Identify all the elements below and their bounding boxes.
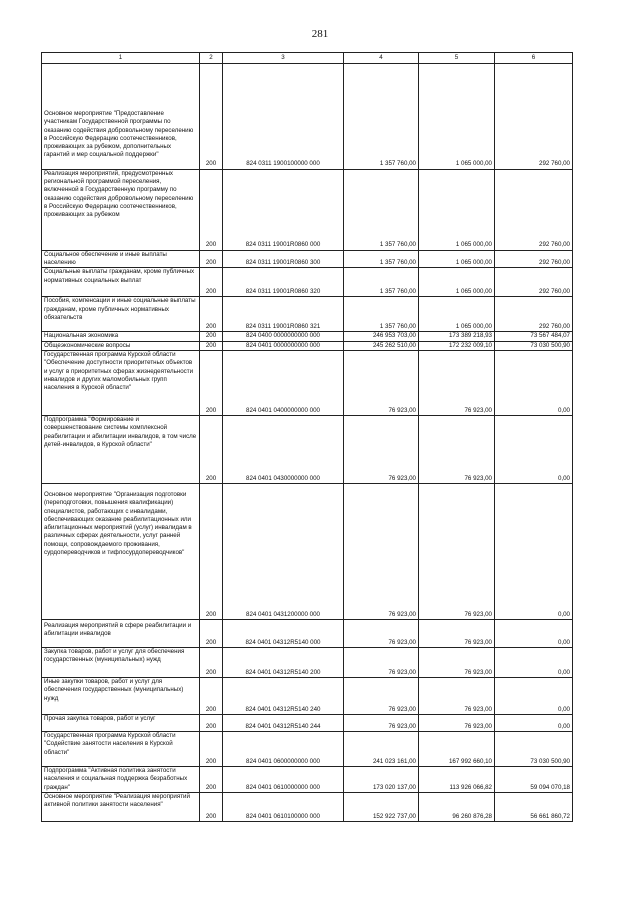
row-value-col4: 245 262 510,00 (344, 341, 419, 350)
row-admin-code: 200 (200, 332, 223, 341)
row-value-col5: 76 923,00 (419, 647, 495, 677)
column-header-3: 3 (223, 53, 344, 64)
row-name: Основное мероприятие "Организация подготовки (переподготовки, повышения квалификации) специалистов, работающих с инвалидами, обеспечивающих оказание реабилитационных или абилитационных мероприятий (услуг) инвалидам в различных сферах деятельности, услуг ранней помощи, сопровождаемого проживания, сурдопереводчиков и тифлосурдопереводчиков" (42, 483, 200, 619)
row-value-col4: 1 357 760,00 (344, 64, 419, 170)
row-classification-code: 824 0311 19001R0860 300 (223, 250, 344, 268)
row-value-col5: 173 389 218,93 (419, 332, 495, 341)
row-admin-code: 200 (200, 350, 223, 415)
row-admin-code: 200 (200, 250, 223, 268)
row-admin-code: 200 (200, 766, 223, 792)
row-value-col5: 76 923,00 (419, 619, 495, 647)
row-value-col6: 73 030 500,90 (495, 731, 573, 766)
row-classification-code: 824 0311 19001R0860 320 (223, 268, 344, 297)
row-value-col6: 56 661 860,72 (495, 792, 573, 821)
row-admin-code: 200 (200, 792, 223, 821)
row-admin-code: 200 (200, 677, 223, 714)
row-value-col6: 0,00 (495, 647, 573, 677)
row-classification-code: 824 0401 0610000000 000 (223, 766, 344, 792)
row-value-col5: 76 923,00 (419, 714, 495, 731)
row-value-col6: 73 567 484,07 (495, 332, 573, 341)
row-admin-code: 200 (200, 731, 223, 766)
row-name: Пособия, компенсации и иные социальные выплаты гражданам, кроме публичных нормативных обязательств (42, 297, 200, 332)
row-value-col4: 76 923,00 (344, 647, 419, 677)
row-value-col4: 1 357 760,00 (344, 268, 419, 297)
row-name: Подпрограмма "Активная политика занятости населения и социальная поддержка безработных граждан" (42, 766, 200, 792)
table-row (42, 250, 573, 268)
row-admin-code: 200 (200, 341, 223, 350)
row-value-col4: 1 357 760,00 (344, 297, 419, 332)
row-value-col5: 172 232 009,10 (419, 341, 495, 350)
page-number: 281 (311, 28, 329, 40)
row-classification-code: 824 0311 1900100000 000 (223, 64, 344, 170)
row-classification-code: 824 0400 0000000000 000 (223, 332, 344, 341)
row-value-col6: 292 760,00 (495, 268, 573, 297)
table-row (42, 268, 573, 297)
column-header-1: 1 (42, 53, 200, 64)
row-classification-code: 824 0401 0431200000 000 (223, 483, 344, 619)
table-row (42, 297, 573, 332)
row-admin-code: 200 (200, 483, 223, 619)
row-value-col4: 76 923,00 (344, 483, 419, 619)
table-row (42, 64, 573, 170)
column-header-5: 5 (419, 53, 495, 64)
row-admin-code: 200 (200, 415, 223, 483)
table-row (42, 350, 573, 415)
row-value-col5: 76 923,00 (419, 483, 495, 619)
row-value-col5: 96 260 876,28 (419, 792, 495, 821)
row-classification-code: 824 0401 0430000000 000 (223, 415, 344, 483)
table-row (42, 731, 573, 766)
row-name: Реализация мероприятий, предусмотренных региональной программой переселения, включенной в Государственную программу по оказанию содействия добровольному переселению в Российскую Федерацию соотечественников, проживающих за рубежом (42, 169, 200, 250)
table-row (42, 619, 573, 647)
row-classification-code: 824 0311 19001R0860 000 (223, 169, 344, 250)
row-value-col6: 0,00 (495, 350, 573, 415)
row-value-col4: 246 953 703,00 (344, 332, 419, 341)
row-value-col6: 0,00 (495, 415, 573, 483)
table-row (42, 341, 573, 350)
row-name: Государственная программа Курской области "Обеспечение доступности приоритетных объектов и услуг в приоритетных сферах жизнедеятельности инвалидов и других маломобильных групп населения в Курской области" (42, 350, 200, 415)
table-row (42, 332, 573, 341)
row-classification-code: 824 0401 04312R5140 240 (223, 677, 344, 714)
row-name: Прочая закупка товаров, работ и услуг (42, 714, 200, 731)
header-row (42, 53, 573, 64)
row-admin-code: 200 (200, 619, 223, 647)
row-value-col4: 241 023 161,00 (344, 731, 419, 766)
row-value-col5: 167 992 660,10 (419, 731, 495, 766)
budget-table (41, 52, 573, 822)
row-classification-code: 824 0401 0400000000 000 (223, 350, 344, 415)
column-header-2: 2 (200, 53, 223, 64)
row-value-col6: 0,00 (495, 619, 573, 647)
row-value-col6: 292 760,00 (495, 297, 573, 332)
row-classification-code: 824 0311 19001R0860 321 (223, 297, 344, 332)
row-name: Закупка товаров, работ и услуг для обеспечения государственных (муниципальных) нужд (42, 647, 200, 677)
row-value-col4: 76 923,00 (344, 714, 419, 731)
table-row (42, 647, 573, 677)
row-value-col5: 1 065 000,00 (419, 169, 495, 250)
row-value-col6: 0,00 (495, 483, 573, 619)
row-value-col6: 73 030 500,90 (495, 341, 573, 350)
row-value-col6: 0,00 (495, 677, 573, 714)
table-row (42, 792, 573, 821)
row-name: Государственная программа Курской области "Содействие занятости населения в Курской области" (42, 731, 200, 766)
row-value-col5: 76 923,00 (419, 677, 495, 714)
column-header-4: 4 (344, 53, 419, 64)
row-value-col4: 76 923,00 (344, 619, 419, 647)
row-value-col4: 76 923,00 (344, 415, 419, 483)
row-name: Социальное обеспечение и иные выплаты населению (42, 250, 200, 268)
row-name: Национальная экономика (42, 332, 200, 341)
row-classification-code: 824 0401 04312R5140 200 (223, 647, 344, 677)
table-row (42, 169, 573, 250)
row-name: Социальные выплаты гражданам, кроме публичных нормативных социальных выплат (42, 268, 200, 297)
row-value-col6: 59 094 070,18 (495, 766, 573, 792)
row-name: Общеэкономические вопросы (42, 341, 200, 350)
row-value-col6: 292 760,00 (495, 250, 573, 268)
column-header-6: 6 (495, 53, 573, 64)
row-classification-code: 824 0401 04312R5140 000 (223, 619, 344, 647)
row-value-col5: 76 923,00 (419, 350, 495, 415)
row-value-col6: 0,00 (495, 714, 573, 731)
row-value-col6: 292 760,00 (495, 64, 573, 170)
row-name: Реализация мероприятий в сфере реабилитации и абилитации инвалидов (42, 619, 200, 647)
row-admin-code: 200 (200, 647, 223, 677)
row-value-col4: 1 357 760,00 (344, 169, 419, 250)
table-row (42, 766, 573, 792)
row-value-col5: 1 065 000,00 (419, 64, 495, 170)
table-row (42, 714, 573, 731)
row-value-col5: 113 926 066,82 (419, 766, 495, 792)
row-value-col5: 76 923,00 (419, 415, 495, 483)
row-value-col6: 292 760,00 (495, 169, 573, 250)
row-classification-code: 824 0401 0600000000 000 (223, 731, 344, 766)
table-row (42, 483, 573, 619)
row-name: Основное мероприятие "Реализация мероприятий активной политики занятости населения" (42, 792, 200, 821)
row-admin-code: 200 (200, 64, 223, 170)
row-value-col4: 173 020 137,00 (344, 766, 419, 792)
table-row (42, 415, 573, 483)
row-value-col5: 1 065 000,00 (419, 250, 495, 268)
row-value-col5: 1 065 000,00 (419, 297, 495, 332)
row-name: Подпрограмма "Формирование и совершенствование системы комплексной реабилитации и абилитации инвалидов, в том числе детей-инвалидов, в Курской области" (42, 415, 200, 483)
row-admin-code: 200 (200, 297, 223, 332)
row-name: Основное мероприятие "Предоставление участникам Государственной программы по оказанию содействия добровольному переселению в Российскую Федерацию соотечественников, проживающих за рубежом, дополнительных гарантий и мер социальной поддержки" (42, 64, 200, 170)
row-admin-code: 200 (200, 169, 223, 250)
row-classification-code: 824 0401 0000000000 000 (223, 341, 344, 350)
table-row (42, 677, 573, 714)
row-name: Иные закупки товаров, работ и услуг для обеспечения государственных (муниципальных) нужд (42, 677, 200, 714)
row-admin-code: 200 (200, 268, 223, 297)
row-value-col4: 76 923,00 (344, 350, 419, 415)
row-value-col4: 76 923,00 (344, 677, 419, 714)
row-value-col5: 1 065 000,00 (419, 268, 495, 297)
row-value-col4: 1 357 760,00 (344, 250, 419, 268)
row-classification-code: 824 0401 04312R5140 244 (223, 714, 344, 731)
row-classification-code: 824 0401 0610100000 000 (223, 792, 344, 821)
row-admin-code: 200 (200, 714, 223, 731)
row-value-col4: 152 922 737,00 (344, 792, 419, 821)
